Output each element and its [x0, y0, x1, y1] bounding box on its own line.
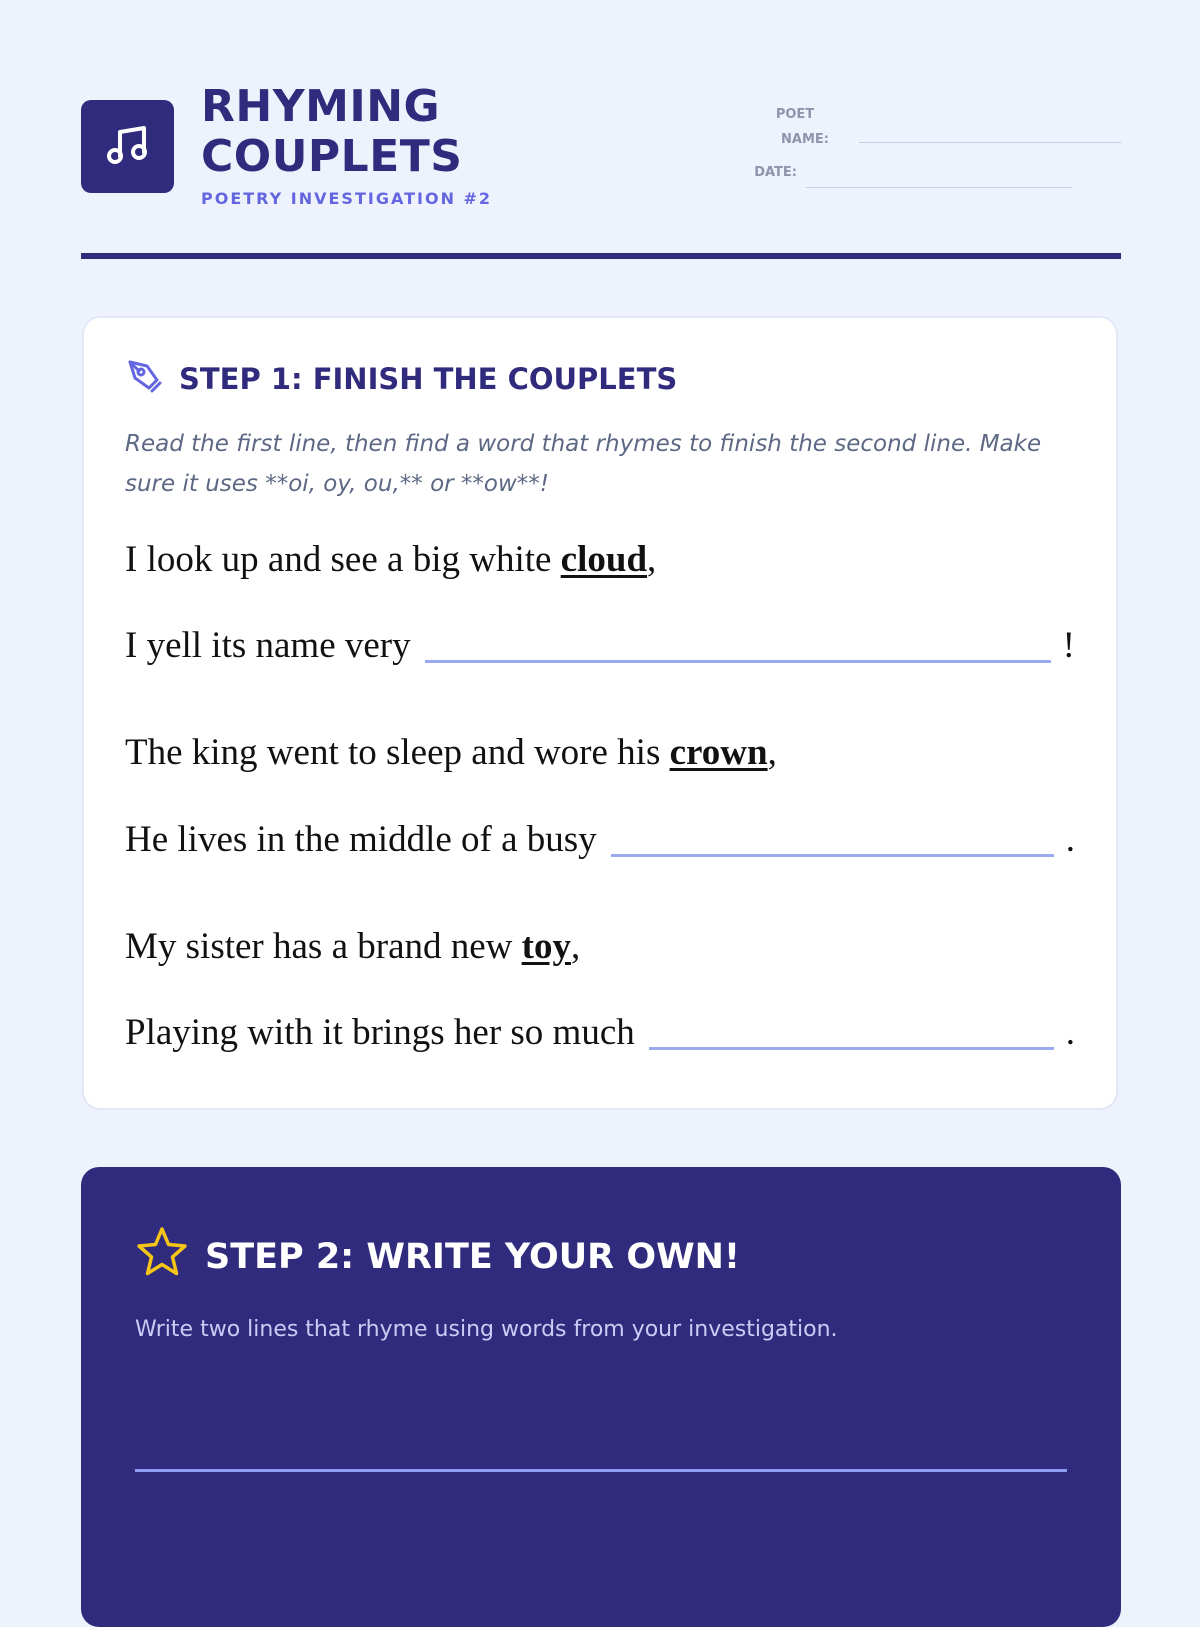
couplet-line-text: The king went to sleep and wore his — [125, 732, 670, 773]
step2-heading-text: STEP 2: WRITE YOUR OWN! — [205, 1236, 740, 1277]
page-title — [201, 82, 462, 182]
couplet-line-text: I yell its name very — [125, 625, 411, 666]
rhyme-keyword: toy — [521, 926, 571, 967]
step1-instruction: Read the first line, then find a word that rhymes to finish the second line. Make sure it uses **oi, oy, ou,** or **ow**! — [125, 431, 1042, 497]
step1-heading — [125, 356, 677, 401]
answer-blank[interactable] — [425, 660, 1051, 663]
couplet-line-text: He lives in the middle of a busy — [125, 819, 597, 860]
couplet-line-punct: , — [647, 539, 657, 580]
logo-badge — [81, 100, 174, 193]
step2-instruction: Write two lines that rhyme using words from your investigation. — [135, 1317, 838, 1342]
couplet-2-line-2 — [125, 818, 1075, 861]
couplet-line-punct: . — [1065, 1012, 1075, 1053]
step1-heading-text: STEP 1: FINISH THE COUPLETS — [179, 361, 678, 396]
couplet-line-text: I look up and see a big white — [125, 539, 561, 580]
step1-card — [82, 316, 1118, 1110]
answer-blank[interactable] — [611, 854, 1054, 857]
couplet-line-punct: , — [570, 926, 581, 967]
write-line-1[interactable] — [135, 1469, 1067, 1472]
rhyme-keyword: crown — [669, 732, 768, 773]
poet-name-field[interactable] — [859, 142, 1121, 143]
couplet-line-punct: , — [767, 732, 777, 773]
couplet-line-text: Playing with it brings her so much — [125, 1012, 635, 1053]
date-label: DATE: — [754, 165, 797, 180]
page-subtitle: POETRY INVESTIGATION #2 — [201, 189, 493, 208]
title-line-1: RHYMING — [201, 81, 441, 132]
step2-card — [81, 1167, 1121, 1627]
rhyme-keyword: cloud — [560, 539, 648, 580]
couplet-line-punct: ! — [1062, 625, 1075, 666]
pen-nib-icon — [125, 356, 163, 401]
star-icon — [135, 1225, 189, 1288]
title-line-2: COUPLETS — [201, 131, 463, 182]
step2-heading — [135, 1225, 740, 1288]
poet-label-line-1: POET — [775, 107, 815, 122]
worksheet-header — [81, 82, 1121, 262]
couplet-2-line-1 — [125, 731, 1075, 774]
couplet-line-text: My sister has a brand new — [125, 926, 522, 967]
date-field[interactable] — [806, 187, 1072, 188]
couplet-1-line-2 — [125, 624, 1075, 667]
couplet-line-punct: . — [1065, 819, 1075, 860]
music-note-icon — [102, 118, 154, 175]
couplet-1-line-1 — [125, 538, 1075, 581]
answer-blank[interactable] — [649, 1047, 1054, 1050]
couplet-3-line-2 — [125, 1011, 1075, 1054]
couplet-3-line-1 — [125, 925, 1075, 968]
poet-name-label — [761, 102, 829, 152]
header-divider — [81, 253, 1121, 259]
poet-label-line-2: NAME: — [781, 132, 829, 147]
